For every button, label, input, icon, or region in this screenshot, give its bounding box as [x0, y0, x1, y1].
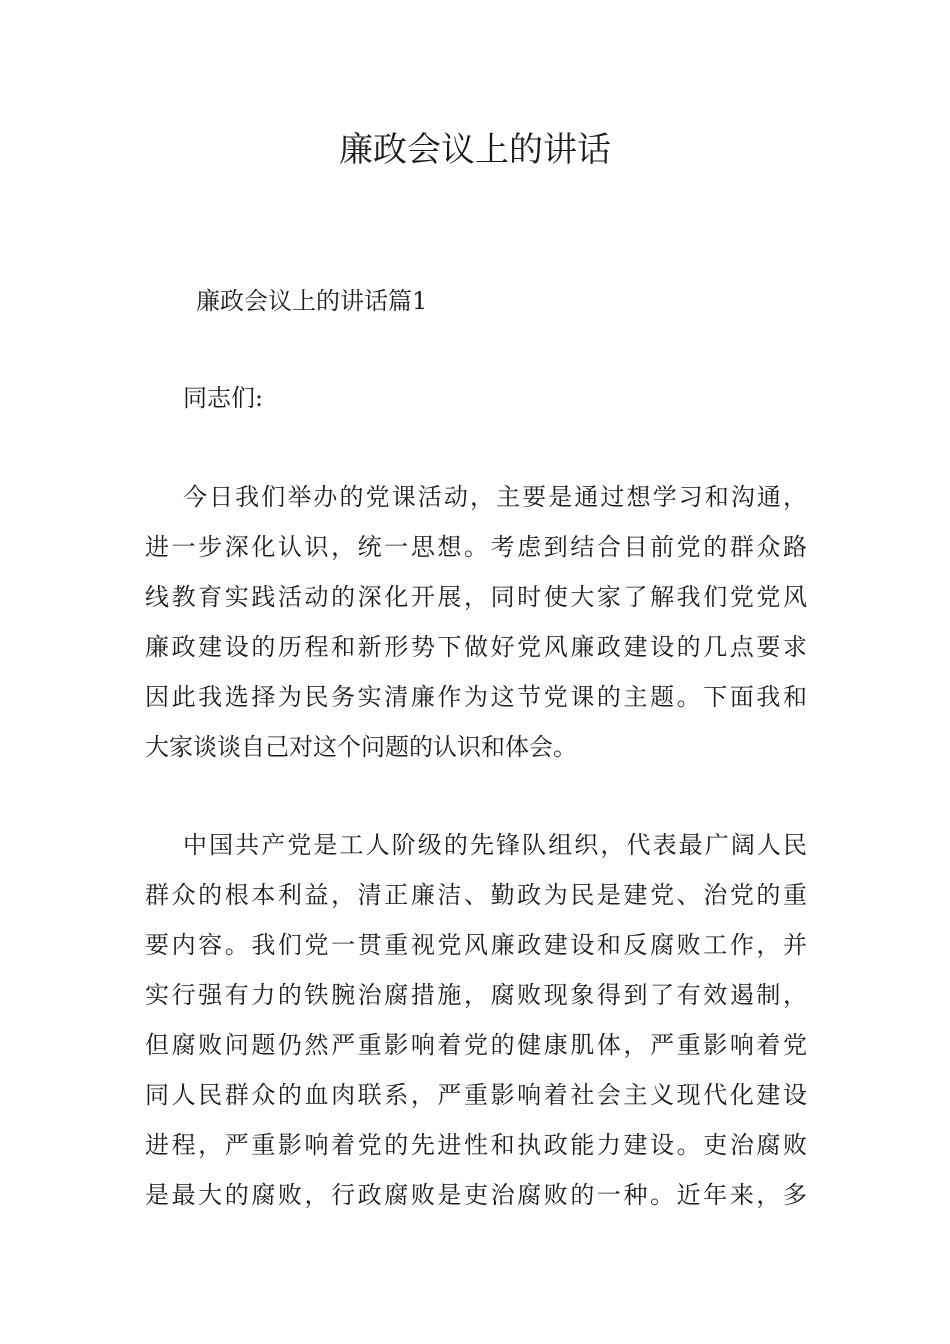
paragraph-line: 同人民群众的血肉联系，严重影响着社会主义现代化建设: [145, 1081, 807, 1109]
paragraph-line: 但腐败问题仍然严重影响着党的健康肌体，严重影响着党: [145, 1031, 807, 1059]
document-title: 廉政会议上的讲话: [339, 130, 611, 170]
paragraph-line: 今日我们举办的党课活动，主要是通过想学习和沟通，: [183, 483, 807, 511]
paragraph-line: 中国共产党是工人阶级的先锋队组织，代表最广阔人民: [183, 831, 807, 859]
paragraph-line: 廉政建设的历程和新形势下做好党风廉政建设的几点要求: [145, 633, 807, 661]
paragraph-line: 因此我选择为民务实清廉作为这节党课的主题。下面我和: [145, 683, 807, 711]
paragraph-line: 大家谈谈自己对这个问题的认识和体会。: [145, 733, 577, 761]
paragraph-line: 进一步深化认识，统一思想。考虑到结合目前党的群众路: [145, 533, 807, 561]
paragraph-line: 进程，严重影响着党的先进性和执政能力建设。吏治腐败: [145, 1131, 807, 1159]
paragraph-line: 实行强有力的铁腕治腐措施，腐败现象得到了有效遏制，: [145, 981, 807, 1009]
paragraph-line: 群众的根本利益，清正廉洁、勤政为民是建党、治党的重: [145, 881, 807, 909]
paragraph-line: 要内容。我们党一贯重视党风廉政建设和反腐败工作，并: [145, 931, 807, 959]
paragraph-line: 线教育实践活动的深化开展，同时使大家了解我们党党风: [145, 583, 807, 611]
paragraph-line: 是最大的腐败，行政腐败是吏治腐败的一种。近年来，多: [145, 1181, 807, 1209]
paragraph-1: [145, 472, 807, 772]
salutation: 同志们:: [183, 384, 264, 412]
paragraph-2: [145, 820, 807, 1220]
document-subtitle: 廉政会议上的讲话篇1: [196, 287, 428, 315]
